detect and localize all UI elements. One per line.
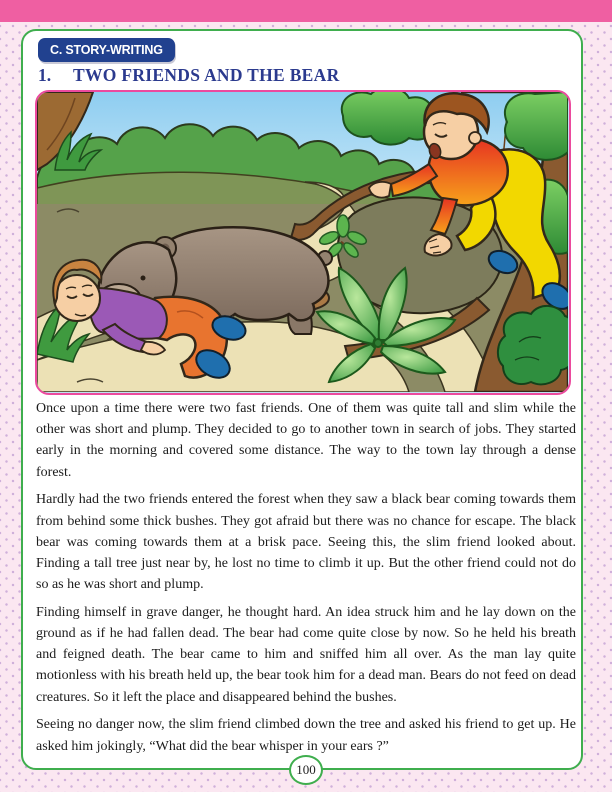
story-paragraph: Finding himself in grave danger, he thought hard. An idea struck him and he lay down on the ground as if he had fallen dead. The bear had come quite close by now. So he held his breath and feigned death. The bear came to him and sniffed him all over. As the man lay quite motionless with his breath held up, the bear took him for a dead man. Bears do not feed on dead creatures. So it left the place and disappeared behind the bushes.: [36, 604, 576, 705]
page-number-badge: [289, 755, 323, 785]
foreground-bush: [498, 306, 568, 384]
content-frame: [21, 29, 583, 770]
illustration-svg: [37, 92, 568, 392]
top-pink-band: [0, 0, 612, 22]
section-badge: [38, 38, 175, 62]
story-text: [36, 398, 576, 763]
story-title-row: [38, 65, 558, 86]
story-paragraph: Seeing no danger now, the slim friend climbed down the tree and asked his friend to get up. He asked him jokingly, “What did the bear whisper in your ears ?”: [36, 717, 576, 754]
section-badge-label: C. STORY-WRITING: [50, 43, 163, 57]
story-illustration: [35, 90, 571, 395]
story-paragraph: Hardly had the two friends entered the forest when they saw a black bear coming towards them from behind some thick bushes. They got afraid but there was no chance for escape. The black bear was coming towards them at a brisk pace. Seeing this, the slim friend looked about. Finding a tall tree just near by, he lost no time to climb it up. But the other friend could not do so as he was short and plump.: [36, 492, 576, 593]
story-paragraph: Once upon a time there were two fast friends. One of them was quite tall and slim while the other was short and plump. They decided to go to another town in search of jobs. They started early in the morning and covered some distance. The way to the town lay through a dense forest.: [36, 401, 576, 480]
page-number-label: 100: [296, 762, 316, 777]
story-number: 1.: [38, 65, 52, 85]
story-title: TWO FRIENDS AND THE BEAR: [73, 65, 340, 85]
